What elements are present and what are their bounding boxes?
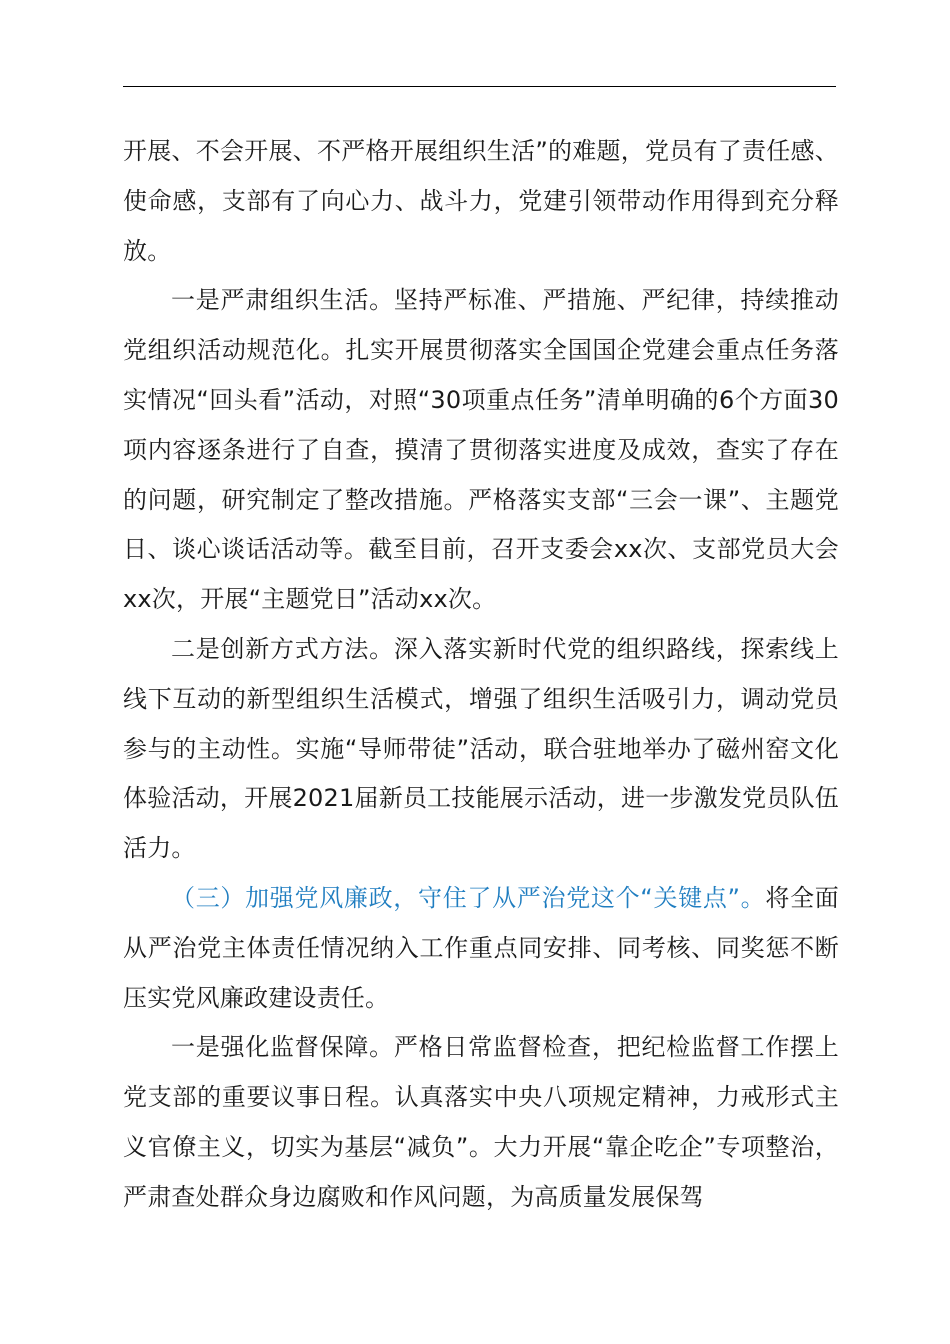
header-rule xyxy=(123,86,836,87)
section-heading: （三）加强党风廉政，守住了从严治党这个“关键点”。 xyxy=(171,883,766,912)
paragraph-supervision: 一是强化监督保障。严格日常监督检查，把纪检监督工作摆上党支部的重要议事日程。认真落实中央八项规定精神，力戒形式主义官僚主义，切实为基层“减负”。大力开展“靠企吃企”专项整治，严肃查处群众身边腐败和作风问题，为高质量发展保驾 xyxy=(123,1033,839,1211)
paragraph-section-three xyxy=(123,874,839,1023)
document-body xyxy=(123,127,839,1223)
section-three-body: 将全面从严治党主体责任情况纳入工作重点同安排、同考核、同奖惩不断压实党风廉政建设责任。 xyxy=(123,883,839,1012)
paragraph-innovation: 二是创新方式方法。深入落实新时代党的组织路线，探索线上线下互动的新型组织生活模式，增强了组织生活吸引力，调动党员参与的主动性。实施“导师带徒”活动，联合驻地举办了磁州窑文化体验活动，开展2021届新员工技能展示活动，进一步激发党员队伍活力。 xyxy=(123,634,839,863)
paragraph-organization-life: 一是严肃组织生活。坚持严标准、严措施、严纪律，持续推动党组织活动规范化。扎实开展贯彻落实全国国企党建会重点任务落实情况“回头看”活动，对照“30项重点任务”清单明确的6个方面30项内容逐条进行了自查，摸清了贯彻落实进度及成效，查实了存在的问题，研究制定了整改措施。严格落实支部“三会一课”、主题党日、谈心谈话活动等。截至目前，召开支委会xx次、支部党员大会xx次，开展“主题党日”活动xx次。 xyxy=(123,286,839,614)
paragraph-continuation: 开展、不会开展、不严格开展组织生活”的难题，党员有了责任感、使命感，支部有了向心力、战斗力，党建引领带动作用得到充分释放。 xyxy=(123,137,839,265)
